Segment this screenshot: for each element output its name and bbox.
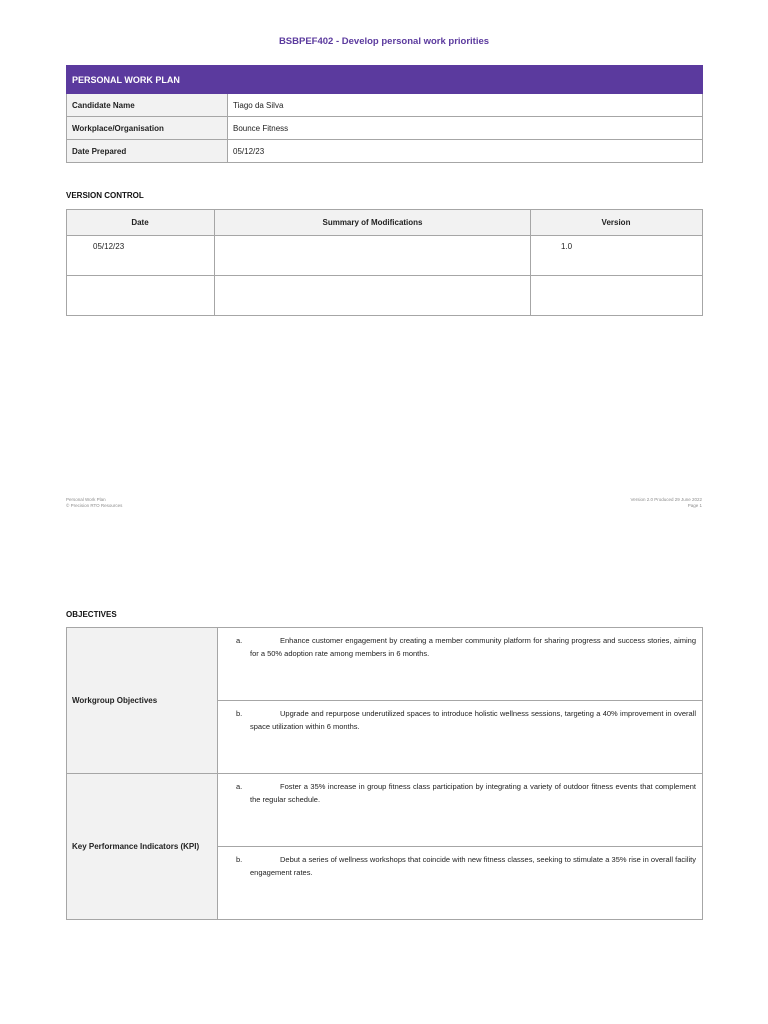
work-plan-title: PERSONAL WORK PLAN: [67, 66, 703, 94]
kpi-label: Key Performance Indicators (KPI): [67, 774, 218, 920]
item-letter: a.: [236, 782, 243, 791]
workgroup-objectives-label: Workgroup Objectives: [67, 628, 218, 774]
footer-page-number: Page 1: [687, 503, 702, 508]
page-footer-right: [630, 497, 702, 509]
workplace-value: Bounce Fitness: [228, 117, 703, 140]
version-summary-cell: [215, 236, 531, 276]
date-prepared-value: 05/12/23: [228, 140, 703, 163]
objectives-heading: OBJECTIVES: [66, 610, 117, 619]
document-title: BSBPEF402 - Develop personal work priorities: [278, 36, 490, 47]
table-row: [67, 236, 703, 276]
column-header-date: Date: [67, 210, 215, 236]
table-row: [67, 117, 703, 140]
footer-version: Version 2.0 Produced 29 June 2022: [630, 497, 702, 502]
version-summary-cell: [215, 276, 531, 316]
item-letter: b.: [236, 855, 243, 864]
workplace-label: Workplace/Organisation: [67, 117, 228, 140]
footer-doc-name: Personal Work Plan: [66, 497, 106, 502]
item-text: Foster a 35% increase in group fitness class participation by integrating a variety of outdoor fitness events that complement the regular schedule.: [250, 782, 696, 804]
objectives-table: [66, 627, 703, 920]
table-row: [67, 140, 703, 163]
version-number-cell: 1.0: [531, 236, 703, 276]
personal-work-plan-table: [66, 65, 703, 163]
column-header-summary: Summary of Modifications: [215, 210, 531, 236]
version-control-heading: VERSION CONTROL: [66, 191, 144, 200]
table-row: [67, 276, 703, 316]
version-control-table: [66, 209, 703, 316]
page-footer-left: [66, 497, 122, 509]
table-row: [67, 628, 703, 701]
version-date-cell: [67, 276, 215, 316]
column-header-version: Version: [531, 210, 703, 236]
item-text: Debut a series of wellness workshops that coincide with new fitness classes, seeking to stimulate a 35% rise in overall facility engagement rates.: [250, 855, 696, 877]
version-date-cell: 05/12/23: [67, 236, 215, 276]
date-prepared-label: Date Prepared: [67, 140, 228, 163]
candidate-name-value: Tiago da Silva: [228, 94, 703, 117]
kpi-item: [218, 774, 703, 847]
table-row: [67, 94, 703, 117]
item-text: Upgrade and repurpose underutilized spaces to introduce holistic wellness sessions, targeting a 40% improvement in overall space utilization within 6 months.: [250, 709, 696, 731]
table-row: [67, 774, 703, 847]
item-letter: a.: [236, 636, 243, 645]
item-text: Enhance customer engagement by creating a member community platform for sharing progress and success stories, aiming for a 50% adoption rate among members in 6 months.: [250, 636, 696, 658]
item-letter: b.: [236, 709, 243, 718]
candidate-name-label: Candidate Name: [67, 94, 228, 117]
objective-item: [218, 628, 703, 701]
version-number-cell: [531, 276, 703, 316]
kpi-item: [218, 847, 703, 920]
footer-copyright: © Precision RTO Resources: [66, 503, 123, 508]
objective-item: [218, 701, 703, 774]
